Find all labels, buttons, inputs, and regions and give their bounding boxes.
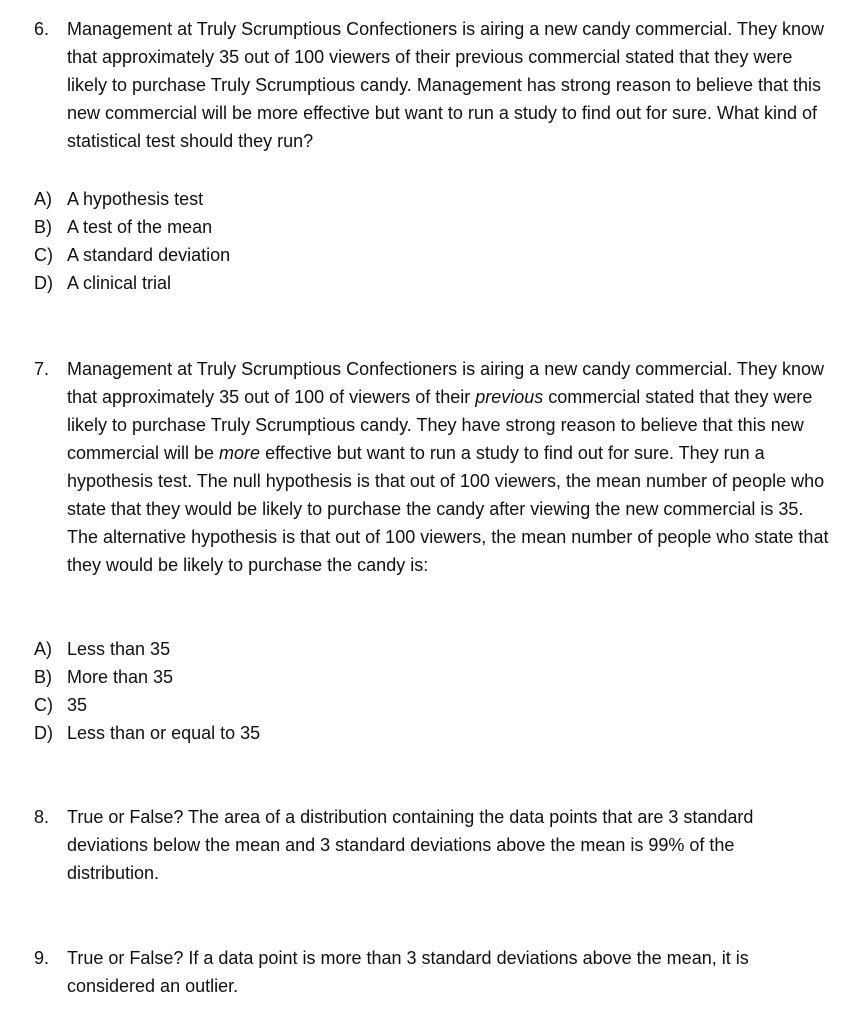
option-a bbox=[34, 185, 634, 213]
option-text: Less than or equal to 35 bbox=[67, 723, 261, 743]
question-text: True or False? The area of a distribution containing the data points that are 3 standard deviations below the mean and 3 standard deviations above the mean is 99% of the distribution. bbox=[67, 807, 754, 883]
option-d bbox=[34, 719, 634, 747]
question-9 bbox=[34, 944, 834, 1000]
question-text-part: effective but want to run a study to find out for sure. They run a hypothesis test. The null hypothesis is that out of 100 viewers, the mean number of people who state that they would be likely to purchase the candy after viewing the new commercial is 35. The alternative hypothesis is that out of 100 viewers, the mean number of people who state that they would be likely to purchase the candy is: bbox=[67, 443, 829, 575]
question-text-part: Management at Truly Scrumptious Confectioners is airing a new candy commercial. They know that approximately 35 out of 100 of viewers of their bbox=[67, 359, 825, 407]
option-b bbox=[34, 663, 634, 691]
option-text: 35 bbox=[67, 695, 88, 715]
option-text: A hypothesis test bbox=[67, 189, 204, 209]
question-text-emphasis: more bbox=[219, 443, 261, 463]
question-text: Management at Truly Scrumptious Confectioners is airing a new candy commercial. They know that approximately 35 out of 100 viewers of their previous commercial stated that they were likely to purchase Truly Scrumptious candy. Management has strong reason to believe that this new commercial will be more effective but want to run a study to find out for sure. What kind of statistical test should they run? bbox=[67, 19, 825, 151]
question-text-part: commercial stated that they were likely to purchase Truly Scrumptious candy. They have strong reason to believe that this new commercial will be bbox=[67, 387, 813, 463]
option-c bbox=[34, 241, 634, 269]
question-7-options bbox=[34, 635, 634, 747]
option-text: Less than 35 bbox=[67, 639, 171, 659]
option-letter: D) bbox=[34, 273, 53, 293]
option-d bbox=[34, 269, 634, 297]
question-text bbox=[67, 355, 829, 579]
option-a bbox=[34, 635, 634, 663]
option-c bbox=[34, 691, 634, 719]
question-number: 9. bbox=[34, 948, 50, 968]
question-text-emphasis: previous bbox=[475, 387, 544, 407]
option-b bbox=[34, 213, 634, 241]
option-text: More than 35 bbox=[67, 667, 174, 687]
option-letter: A) bbox=[34, 639, 52, 659]
option-text: A standard deviation bbox=[67, 245, 231, 265]
question-text: True or False? If a data point is more than 3 standard deviations above the mean, it is considered an outlier. bbox=[67, 948, 749, 996]
option-letter: B) bbox=[34, 217, 52, 237]
question-number: 8. bbox=[34, 807, 50, 827]
question-6-options bbox=[34, 185, 634, 297]
option-letter: D) bbox=[34, 723, 53, 743]
option-text: A test of the mean bbox=[67, 217, 213, 237]
question-8 bbox=[34, 803, 834, 887]
question-number: 7. bbox=[34, 359, 50, 379]
option-letter: C) bbox=[34, 695, 53, 715]
option-letter: B) bbox=[34, 667, 52, 687]
option-text: A clinical trial bbox=[67, 273, 172, 293]
question-number: 6. bbox=[34, 19, 50, 39]
option-letter: A) bbox=[34, 189, 52, 209]
question-6 bbox=[34, 15, 834, 155]
option-letter: C) bbox=[34, 245, 53, 265]
question-7 bbox=[34, 355, 834, 579]
